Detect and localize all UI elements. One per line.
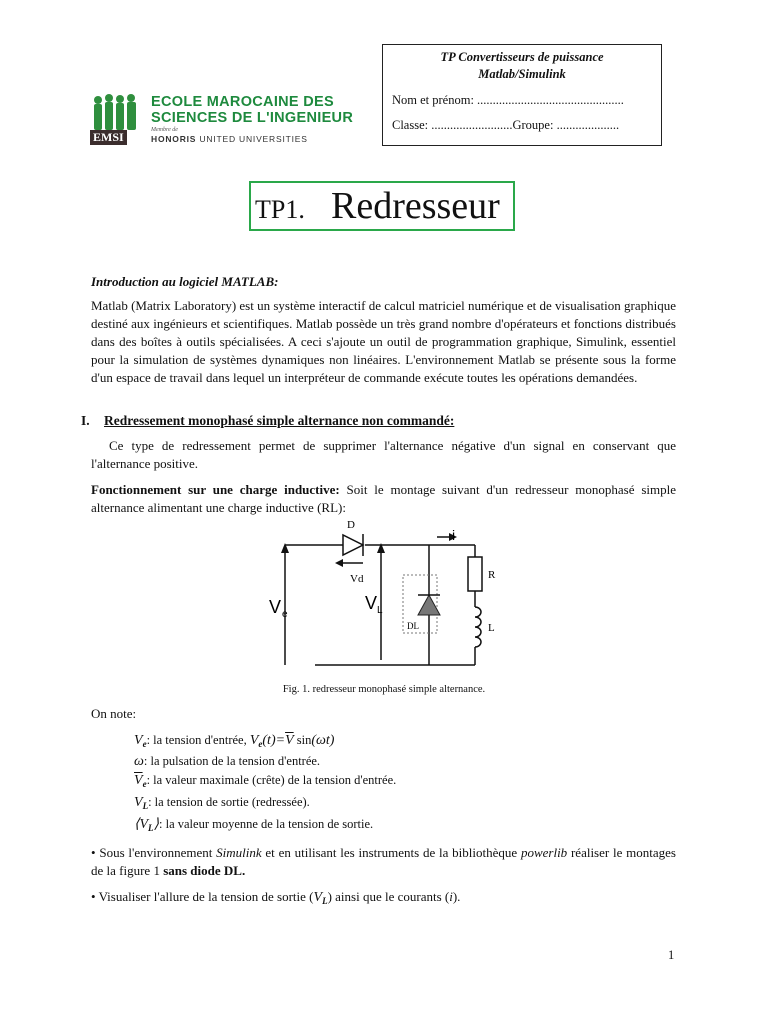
bullet-visualiser: • Visualiser l'allure de la tension de sortie $(V_L)$ ainsi que le courants (i). [91, 889, 461, 906]
diode-d [343, 535, 363, 555]
logo-honoris [151, 134, 308, 144]
label-i: i [452, 527, 456, 543]
info-box [382, 44, 662, 146]
label-vl: V [365, 593, 378, 613]
bullet-icon: • [91, 845, 100, 860]
class-field: Classe: ..........................Groupe: .................... [392, 118, 620, 132]
label-ve: V [269, 597, 282, 617]
emsi-logo [90, 92, 354, 148]
note-ve: $V_e$: la tension d'entrée, $V_e(t)=\overline{V}$ sin(ωt) [134, 733, 335, 749]
label-l: L [488, 622, 495, 634]
bullet-icon: • [91, 889, 99, 904]
label-vd: Vd [350, 573, 364, 585]
label-r: R [488, 569, 496, 581]
bullet-simulink: • Sous l'environnement Simulink et en utilisant les instruments de la bibliothèque powerlib réaliser le montages de la figure 1 sans diode DL. [91, 845, 676, 878]
logo-membre: Membre de [151, 127, 178, 133]
section-number: I. [81, 413, 90, 428]
section-paragraph: Ce type de redressement permet de supprimer l'alternance négative d'un signal en conservant que l'alternance positive. [91, 438, 676, 471]
honoris-rest: UNITED UNIVERSITIES [199, 134, 308, 144]
label-ve-sub: e [282, 609, 288, 620]
label-d: D [347, 519, 355, 531]
title-prefix: TP1. [255, 195, 305, 224]
emsi-tag: EMSI [90, 130, 127, 145]
label-dl: DL [407, 621, 419, 631]
info-title-2: Matlab/Simulink [478, 67, 566, 81]
inductor-l [475, 607, 481, 647]
honoris-bold: HONORIS [151, 134, 197, 144]
section-title: Redressement monophasé simple alternance non commandé: [104, 413, 455, 428]
logo-line-2: SCIENCES DE L'INGENIEUR [151, 110, 354, 126]
fonc-text: Soit le montage suivant d'un redresseur monophasé simple alternance alimentant une charge inductive (RL): [91, 482, 676, 515]
title-main: Redresseur [331, 185, 500, 227]
note-vl: $V_L$: la tension de sortie (redressée). [134, 795, 310, 811]
notes-intro: On note: [91, 706, 137, 721]
figure-caption: Fig. 1. redresseur monophasé simple alternance. [282, 684, 486, 695]
resistor-r [468, 557, 482, 591]
arrow-vd-head [335, 559, 343, 567]
note-vmax: $\overline{V}_e$: la valeur maximale (crête) de la tension d'entrée. [134, 773, 397, 789]
note-omega: ω: la pulsation de la tension d'entrée. [134, 754, 321, 769]
label-vl-sub: L [377, 605, 383, 616]
rectifier-circuit-diagram [255, 515, 505, 675]
fonctionnement-paragraph [91, 481, 676, 517]
logo-line-1: ECOLE MAROCAINE DES [151, 94, 334, 110]
info-title-1: TP Convertisseurs de puissance [440, 50, 604, 64]
fonc-label: Fonctionnement sur une charge inductive: [91, 482, 340, 497]
intro-heading: Introduction au logiciel MATLAB: [91, 274, 279, 289]
page-number: 1 [668, 948, 675, 962]
note-vl-mean: $⟨V_L⟩$: la valeur moyenne de la tension de sortie. [134, 817, 374, 833]
intro-paragraph: Matlab (Matrix Laboratory) est un système interactif de calcul matriciel numérique et de visualisation graphique destiné aux ingénieurs et scientifiques. Matlab possède un très grand nombre d'opérateurs et fonctions distribués dans des boîtes à outils spécialisées. A ceci s'ajoute un outil de programmation graphique, Simulink, essentiel pour la simulation de systèmes dynamiques non linéaires. L'environnement Matlab se présente sous la forme d'un espace de travail dans lequel un interpréteur de commande exécute toutes les opérations demandées. [91, 298, 676, 385]
name-field: Nom et prénom: ............................................... [392, 93, 624, 107]
page-title [249, 181, 515, 231]
